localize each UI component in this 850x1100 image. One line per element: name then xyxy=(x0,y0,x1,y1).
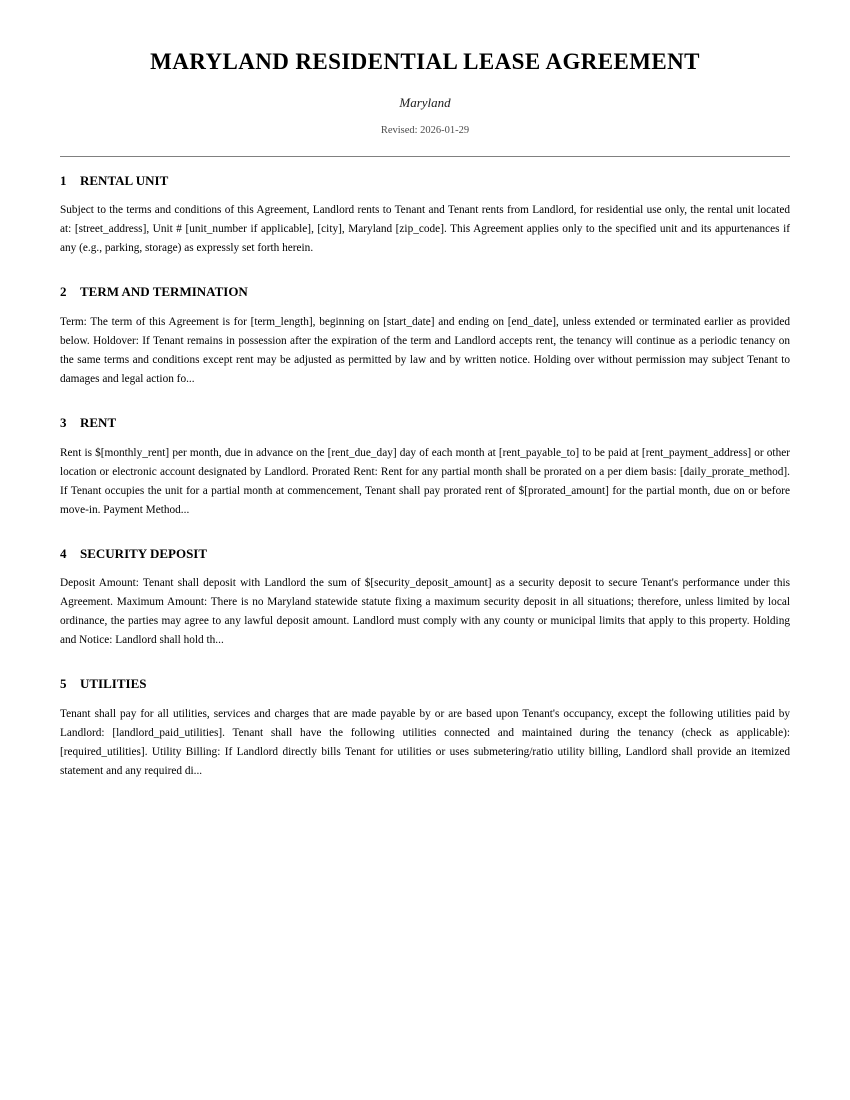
section-body: Deposit Amount: Tenant shall deposit with Landlord the sum of $[security_deposit_amount] as a security deposit to secure Tenant's performance under this Agreement. Maximum Amount: There is no Maryland statewide statute fixing a maximum security deposit in all situations; therefore, unless limited by local ordinance, the parties may agree to any lawful deposit amount. Landlord must comply with any county or municipal limits that apply to this property. Holding and Notice: Landlord shall hold th... xyxy=(60,577,790,647)
section-number: 3 xyxy=(60,414,67,430)
section-title: UTILITIES xyxy=(80,676,147,692)
section-body: Tenant shall pay for all utilities, services and charges that are made payable by or are based upon Tenant's occupancy, except the following utilities paid by Landlord: [landlord_paid_utilities]. Tenant shall have the following utilities connected and maintained during the tenancy (check as applicable): [required_utilities]. Utility Billing: If Landlord directly bills Tenant for utilities or uses submetering/ratio utility billing, Landlord shall provide an itemized statement and any required di... xyxy=(60,707,790,777)
section-utilities xyxy=(60,676,790,781)
section-heading xyxy=(60,415,790,431)
section-security-deposit xyxy=(60,546,790,651)
document-revised-date: Revised: 2026-01-29 xyxy=(380,124,470,136)
section-body: Subject to the terms and conditions of this Agreement, Landlord rents to Tenant and Tenant rents from Landlord, for residential use only, the rental unit located at: [street_address], Unit # [unit_number if applicable], [city], Maryland [zip_code]. This Agreement applies only to the specified unit and its appurtenances if any (e.g., parking, storage) as expressly set forth herein. xyxy=(60,204,790,255)
section-number: 2 xyxy=(60,284,67,300)
section-body: Rent is $[monthly_rent] per month, due in advance on the [rent_due_day] day of each month at [rent_payable_to] to be paid at [rent_payment_address] or other location or electronic account designated by Landlord. Prorated Rent: Rent for any partial month shall be prorated on a per diem basis: [daily_prorate_method]. If Tenant occupies the unit for a partial month at commencement, Tenant shall pay prorated rent of $[prorated_amount] for the partial month, due on or before move-in. Payment Method... xyxy=(60,446,790,516)
section-body: Term: The term of this Agreement is for [term_length], beginning on [start_date] and ending on [end_date], unless extended or terminated earlier as provided below. Holdover: If Tenant remains in possession after the expiration of the term and Landlord accepts rent, the tenancy will continue as a periodic tenancy on the same terms and conditions except rent may be adjusted as permitted by law and by written notice. Holding over without permission may subject Tenant to damages and legal action fo... xyxy=(60,315,790,385)
section-title: RENTAL UNIT xyxy=(80,172,169,188)
section-heading xyxy=(60,284,790,300)
document-header xyxy=(60,0,790,157)
section-rent xyxy=(60,415,790,520)
section-title: RENT xyxy=(80,414,117,430)
section-number: 4 xyxy=(60,545,67,561)
section-number: 1 xyxy=(60,172,67,188)
document-title: MARYLAND RESIDENTIAL LEASE AGREEMENT xyxy=(150,49,700,74)
section-title: SECURITY DEPOSIT xyxy=(80,545,208,561)
section-number: 5 xyxy=(60,676,67,692)
sections-container xyxy=(60,157,790,781)
document-subtitle: Maryland xyxy=(399,94,451,110)
section-term-and-termination xyxy=(60,284,790,389)
section-heading xyxy=(60,546,790,562)
section-title: TERM AND TERMINATION xyxy=(80,284,248,300)
section-rental-unit xyxy=(60,173,790,259)
section-heading xyxy=(60,173,790,189)
section-heading xyxy=(60,676,790,692)
